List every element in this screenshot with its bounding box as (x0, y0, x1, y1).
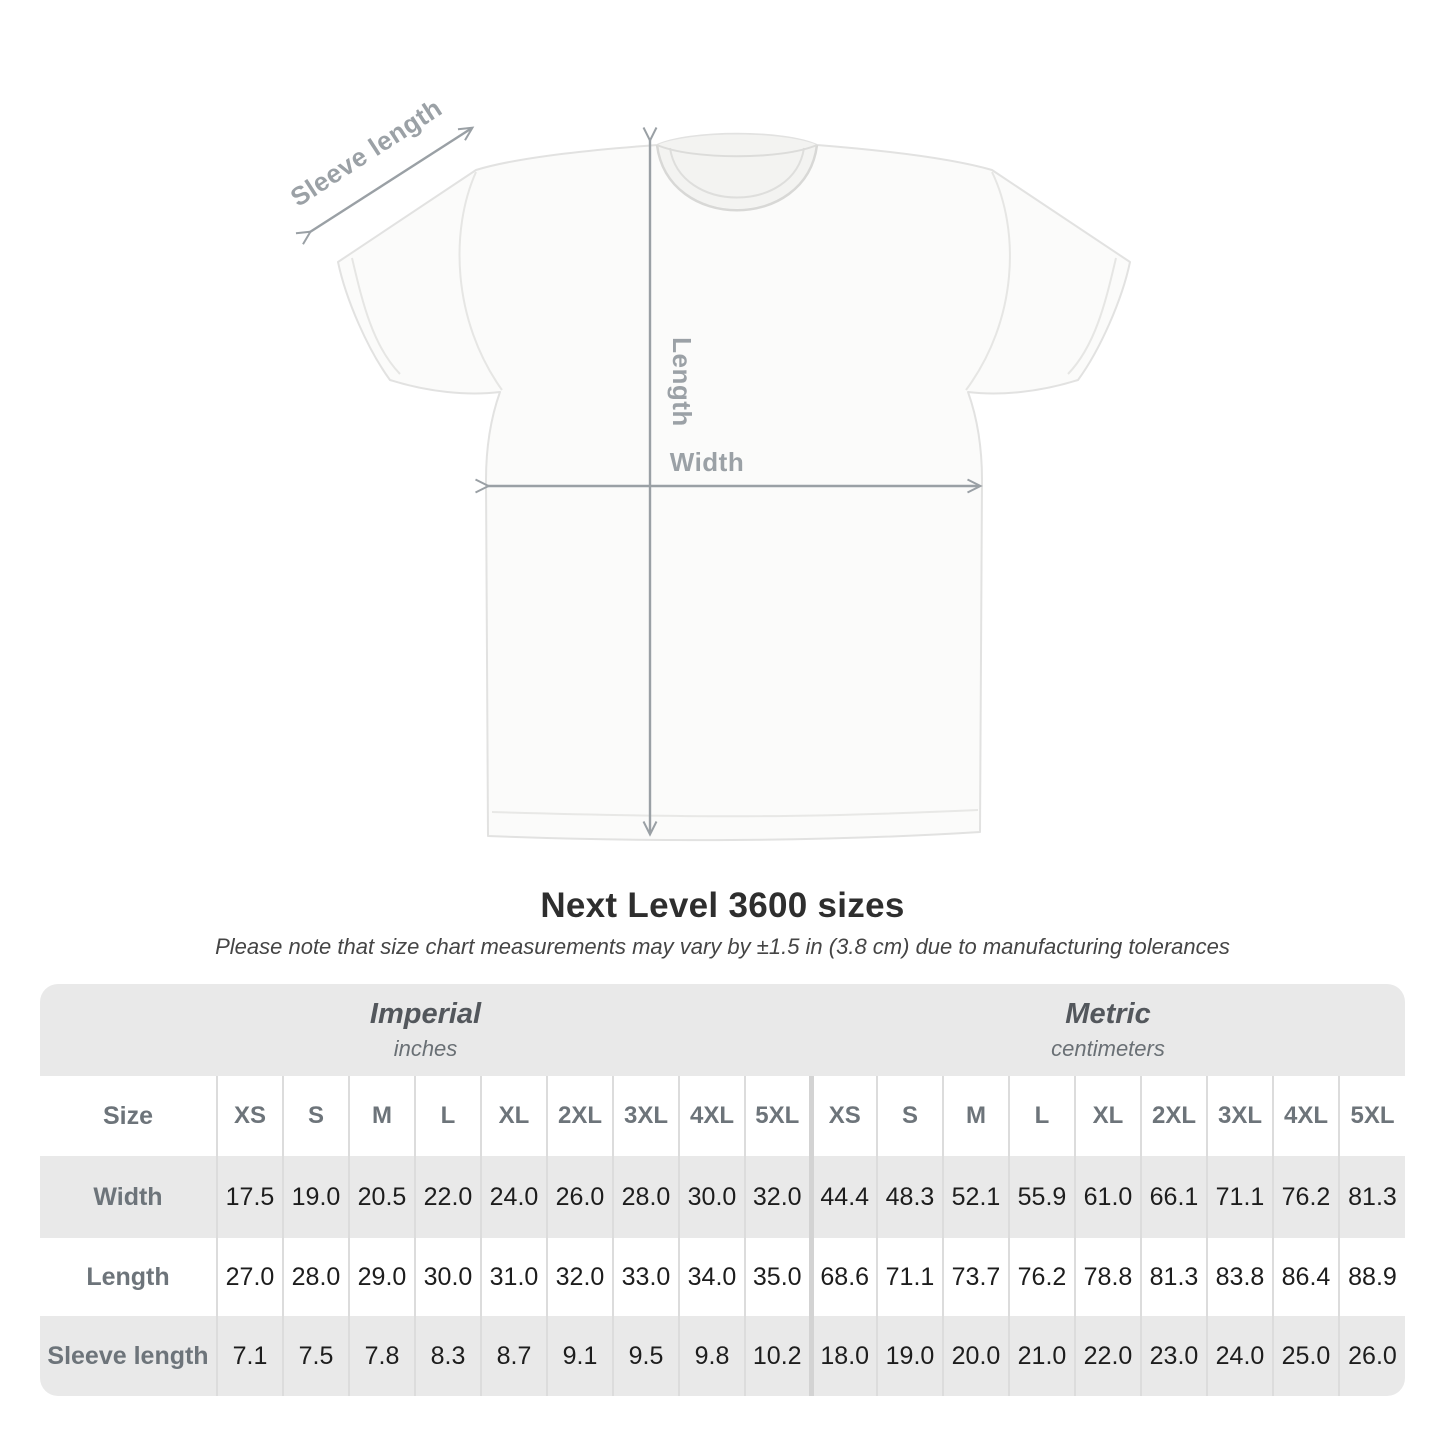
value-cell: 73.7 (943, 1238, 1009, 1316)
length-label: Length (667, 337, 697, 427)
size-header-row (40, 1076, 1405, 1156)
value-cell: 20.0 (943, 1316, 1009, 1396)
value-cell: 9.5 (613, 1316, 679, 1396)
imperial-header-cell (40, 984, 811, 1076)
value-cell: 26.0 (1339, 1316, 1405, 1396)
size-cell: 4XL (1273, 1076, 1339, 1156)
size-cell: 3XL (613, 1076, 679, 1156)
value-cell: 8.3 (415, 1316, 481, 1396)
value-cell: 25.0 (1273, 1316, 1339, 1396)
value-cell: 7.5 (283, 1316, 349, 1396)
value-cell: 35.0 (745, 1238, 811, 1316)
value-cell: 9.8 (679, 1316, 745, 1396)
size-cell: XL (1075, 1076, 1141, 1156)
value-cell: 7.1 (217, 1316, 283, 1396)
imperial-unit-label: inches (393, 1035, 458, 1061)
sleeve-length-row (40, 1316, 1405, 1396)
value-cell: 22.0 (1075, 1316, 1141, 1396)
size-cell: 5XL (745, 1076, 811, 1156)
value-cell: 28.0 (283, 1238, 349, 1316)
size-table-grid (40, 984, 1405, 1396)
value-cell: 76.2 (1273, 1156, 1339, 1238)
size-cell: XS (217, 1076, 283, 1156)
value-cell: 26.0 (547, 1156, 613, 1238)
value-cell: 30.0 (415, 1238, 481, 1316)
size-cell: S (877, 1076, 943, 1156)
value-cell: 78.8 (1075, 1238, 1141, 1316)
size-table (40, 984, 1405, 1396)
value-cell: 68.6 (811, 1238, 877, 1316)
metric-header-cell (811, 984, 1405, 1076)
size-column-header: Size (40, 1076, 217, 1156)
value-cell: 52.1 (943, 1156, 1009, 1238)
value-cell: 76.2 (1009, 1238, 1075, 1316)
page-title: Next Level 3600 sizes (540, 886, 905, 925)
value-cell: 81.3 (1339, 1156, 1405, 1238)
value-cell: 19.0 (877, 1316, 943, 1396)
value-cell: 33.0 (613, 1238, 679, 1316)
value-cell: 10.2 (745, 1316, 811, 1396)
value-cell: 21.0 (1009, 1316, 1075, 1396)
value-cell: 27.0 (217, 1238, 283, 1316)
metric-label: Metric (1065, 998, 1151, 1031)
value-cell: 44.4 (811, 1156, 877, 1238)
row-label: Sleeve length (40, 1316, 217, 1396)
size-cell: M (349, 1076, 415, 1156)
value-cell: 18.0 (811, 1316, 877, 1396)
size-cell: 2XL (547, 1076, 613, 1156)
value-cell: 86.4 (1273, 1238, 1339, 1316)
size-cell: M (943, 1076, 1009, 1156)
size-cell: XL (481, 1076, 547, 1156)
value-cell: 32.0 (745, 1156, 811, 1238)
row-label: Width (40, 1156, 217, 1238)
value-cell: 34.0 (679, 1238, 745, 1316)
value-cell: 24.0 (1207, 1316, 1273, 1396)
value-cell: 24.0 (481, 1156, 547, 1238)
value-cell: 81.3 (1141, 1238, 1207, 1316)
value-cell: 20.5 (349, 1156, 415, 1238)
value-cell: 61.0 (1075, 1156, 1141, 1238)
size-cell: 5XL (1339, 1076, 1405, 1156)
row-label: Length (40, 1238, 217, 1316)
value-cell: 7.8 (349, 1316, 415, 1396)
value-cell: 71.1 (1207, 1156, 1273, 1238)
value-cell: 29.0 (349, 1238, 415, 1316)
value-cell: 83.8 (1207, 1238, 1273, 1316)
length-row (40, 1238, 1405, 1316)
value-cell: 8.7 (481, 1316, 547, 1396)
value-cell: 9.1 (547, 1316, 613, 1396)
metric-unit-label: centimeters (1051, 1035, 1165, 1061)
value-cell: 31.0 (481, 1238, 547, 1316)
width-label: Width (669, 447, 745, 477)
size-cell: XS (811, 1076, 877, 1156)
value-cell: 19.0 (283, 1156, 349, 1238)
value-cell: 88.9 (1339, 1238, 1405, 1316)
size-cell: L (1009, 1076, 1075, 1156)
size-cell: 2XL (1141, 1076, 1207, 1156)
value-cell: 71.1 (877, 1238, 943, 1316)
size-cell: S (283, 1076, 349, 1156)
width-row (40, 1156, 1405, 1238)
value-cell: 30.0 (679, 1156, 745, 1238)
value-cell: 66.1 (1141, 1156, 1207, 1238)
sleeve-length-label: Sleeve length (284, 92, 448, 213)
value-cell: 55.9 (1009, 1156, 1075, 1238)
value-cell: 48.3 (877, 1156, 943, 1238)
imperial-label: Imperial (369, 998, 482, 1031)
tolerance-note: Please note that size chart measurements may vary by ±1.5 in (3.8 cm) due to manufacturing tolerances (215, 934, 1230, 959)
value-cell: 22.0 (415, 1156, 481, 1238)
value-cell: 32.0 (547, 1238, 613, 1316)
value-cell: 17.5 (217, 1156, 283, 1238)
value-cell: 28.0 (613, 1156, 679, 1238)
value-cell: 23.0 (1141, 1316, 1207, 1396)
size-cell: 4XL (679, 1076, 745, 1156)
unit-header-row (40, 984, 1405, 1076)
size-cell: 3XL (1207, 1076, 1273, 1156)
size-cell: L (415, 1076, 481, 1156)
